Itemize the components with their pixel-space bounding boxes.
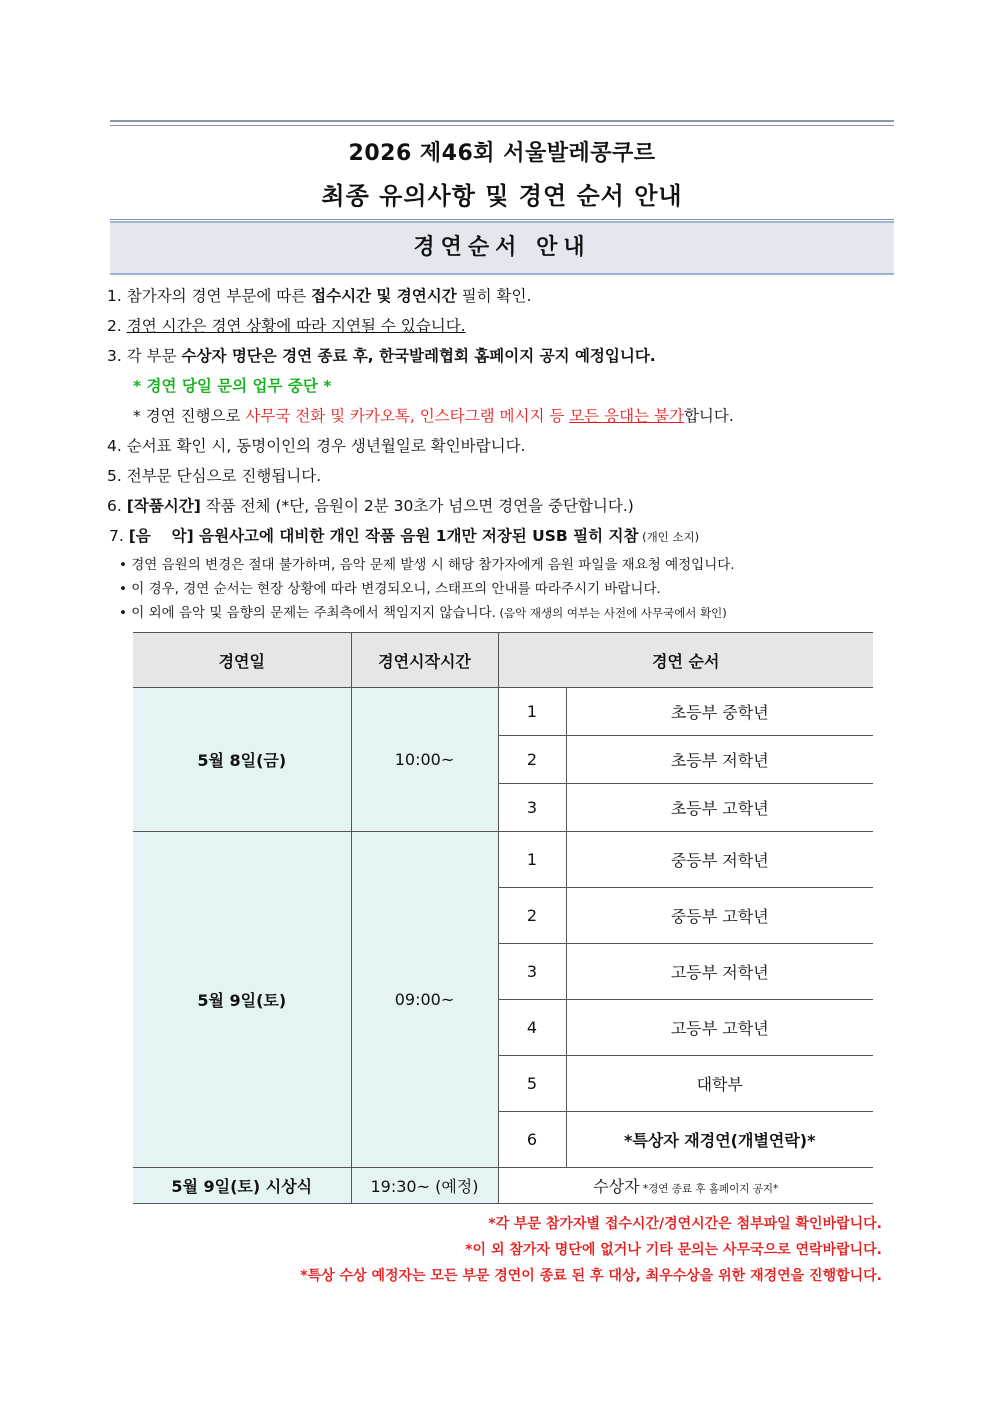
order-number: 2 [498, 736, 566, 784]
order-number: 1 [498, 832, 566, 888]
notice-bold: [음 악] 음원사고에 대비한 개인 작품 음원 1개만 저장된 USB 필히 지참 [128, 527, 639, 545]
notice-red-underline: 모든 응대는 불가 [569, 407, 684, 425]
notice-item-2 [107, 314, 907, 344]
header-date: 경연일 [133, 633, 351, 688]
header-order: 경연 순서 [498, 633, 873, 688]
notice-underline: 경연 시간은 경연 상황에 따라 지연될 수 있습니다. [126, 317, 466, 335]
table-row-ceremony [133, 1168, 873, 1204]
order-number: 1 [498, 688, 566, 736]
order-number: 5 [498, 1056, 566, 1112]
day2-time: 09:00~ [351, 832, 498, 1168]
ceremony-time: 19:30~ (예정) [351, 1168, 498, 1204]
schedule-table [133, 632, 873, 1204]
notice-item-5: 5. 전부문 단심으로 진행됩니다. [107, 467, 322, 485]
notice-bullet-3 [107, 602, 907, 626]
notice-text: • 이 외에 음악 및 음향의 문제는 주최측에서 책임지지 않습니다. [119, 605, 496, 621]
ceremony-label: 수상자 [593, 1177, 640, 1196]
notice-small: (음악 재생의 여부는 사전에 사무국에서 확인) [495, 606, 727, 620]
table-row [133, 688, 873, 736]
notice-bullet-1: • 경연 음원의 변경은 절대 불가하며, 음악 문제 발생 시 해당 참가자에게 음원 파일을 재요청 예정입니다. [119, 557, 735, 573]
footer-note-2: *이 외 참가자 명단에 없거나 기타 문의는 사무국으로 연락바랍니다. [465, 1242, 882, 1258]
division-name: 고등부 고학년 [566, 1000, 873, 1056]
division-name: *특상자 재경연(개별연락)* [566, 1112, 873, 1168]
ceremony-order [498, 1168, 873, 1204]
header-time: 경연시작시간 [351, 633, 498, 688]
notice-bold: [작품시간] [126, 497, 201, 515]
division-name: 초등부 고학년 [566, 784, 873, 832]
notice-bold: 수상자 명단은 경연 종료 후, 한국발레협회 홈페이지 공지 예정입니다. [181, 347, 656, 365]
notice-bullet-2: • 이 경우, 경연 순서는 현장 상황에 따라 변경되오니, 스태프의 안내를 따라주시기 바랍니다. [119, 581, 661, 597]
division-name: 대학부 [566, 1056, 873, 1112]
notice-list [107, 284, 907, 626]
header-bottom-rule-thin [110, 219, 894, 220]
notice-text: 1. 참가자의 경연 부문에 따른 [107, 287, 312, 305]
division-name: 고등부 저학년 [566, 944, 873, 1000]
order-number: 6 [498, 1112, 566, 1168]
notice-item-4: 4. 순서표 확인 시, 동명이인의 경우 생년월일로 확인바랍니다. [107, 437, 526, 455]
notice-small: (개인 소지) [638, 530, 700, 544]
order-number: 2 [498, 888, 566, 944]
notice-item-3b [107, 404, 907, 434]
document-title: 2026 제46회 서울발레콩쿠르 [348, 141, 656, 166]
notice-text: 합니다. [683, 407, 734, 425]
notice-text: 작품 전체 (*단, 음원이 2분 30초가 넘으면 경연을 중단합니다.) [200, 497, 634, 515]
notice-text: * 경연 진행으로 [133, 407, 246, 425]
notice-item-1 [107, 284, 907, 314]
notice-bold: 접수시간 및 경연시간 [311, 287, 457, 305]
day1-date: 5월 8일(금) [133, 688, 351, 832]
division-name: 중등부 고학년 [566, 888, 873, 944]
notice-item-3a: * 경연 당일 문의 업무 중단 * [133, 377, 332, 395]
table-row [133, 832, 873, 888]
footer-note-3: *특상 수상 예정자는 모든 부문 경연이 종료 된 후 대상, 최우수상을 위한 재경연을 진행합니다. [300, 1268, 882, 1284]
header-top-rule [110, 120, 894, 122]
notice-red-text: 사무국 전화 및 카카오톡, 인스타그램 메시지 등 [245, 407, 570, 425]
notice-text: 필히 확인. [456, 287, 532, 305]
header-top-rule-thin [110, 125, 894, 126]
document-header [110, 120, 894, 225]
day1-time: 10:00~ [351, 688, 498, 832]
division-name: 초등부 중학년 [566, 688, 873, 736]
notice-text: 6. [107, 497, 127, 515]
notice-text: 3. 각 부문 [107, 347, 182, 365]
section-title: 경연순서 안내 [110, 221, 894, 275]
table-header-row [133, 633, 873, 688]
ceremony-date: 5월 9일(토) 시상식 [133, 1168, 351, 1204]
notice-item-7 [107, 524, 907, 554]
document-subtitle: 최종 유의사항 및 경연 순서 안내 [321, 182, 683, 210]
order-number: 4 [498, 1000, 566, 1056]
footer-note-1: *각 부문 참가자별 접수시간/경연시간은 첨부파일 확인바랍니다. [488, 1216, 882, 1232]
notice-item-6 [107, 494, 907, 524]
division-name: 초등부 저학년 [566, 736, 873, 784]
notice-text: 7. [109, 527, 129, 545]
notice-text: 2. [107, 317, 127, 335]
order-number: 3 [498, 784, 566, 832]
division-name: 중등부 저학년 [566, 832, 873, 888]
notice-item-3 [107, 344, 907, 374]
order-number: 3 [498, 944, 566, 1000]
day2-date: 5월 9일(토) [133, 832, 351, 1168]
ceremony-note: *경연 종료 후 홈페이지 공지* [639, 1183, 779, 1195]
footer-notes [300, 1213, 882, 1291]
